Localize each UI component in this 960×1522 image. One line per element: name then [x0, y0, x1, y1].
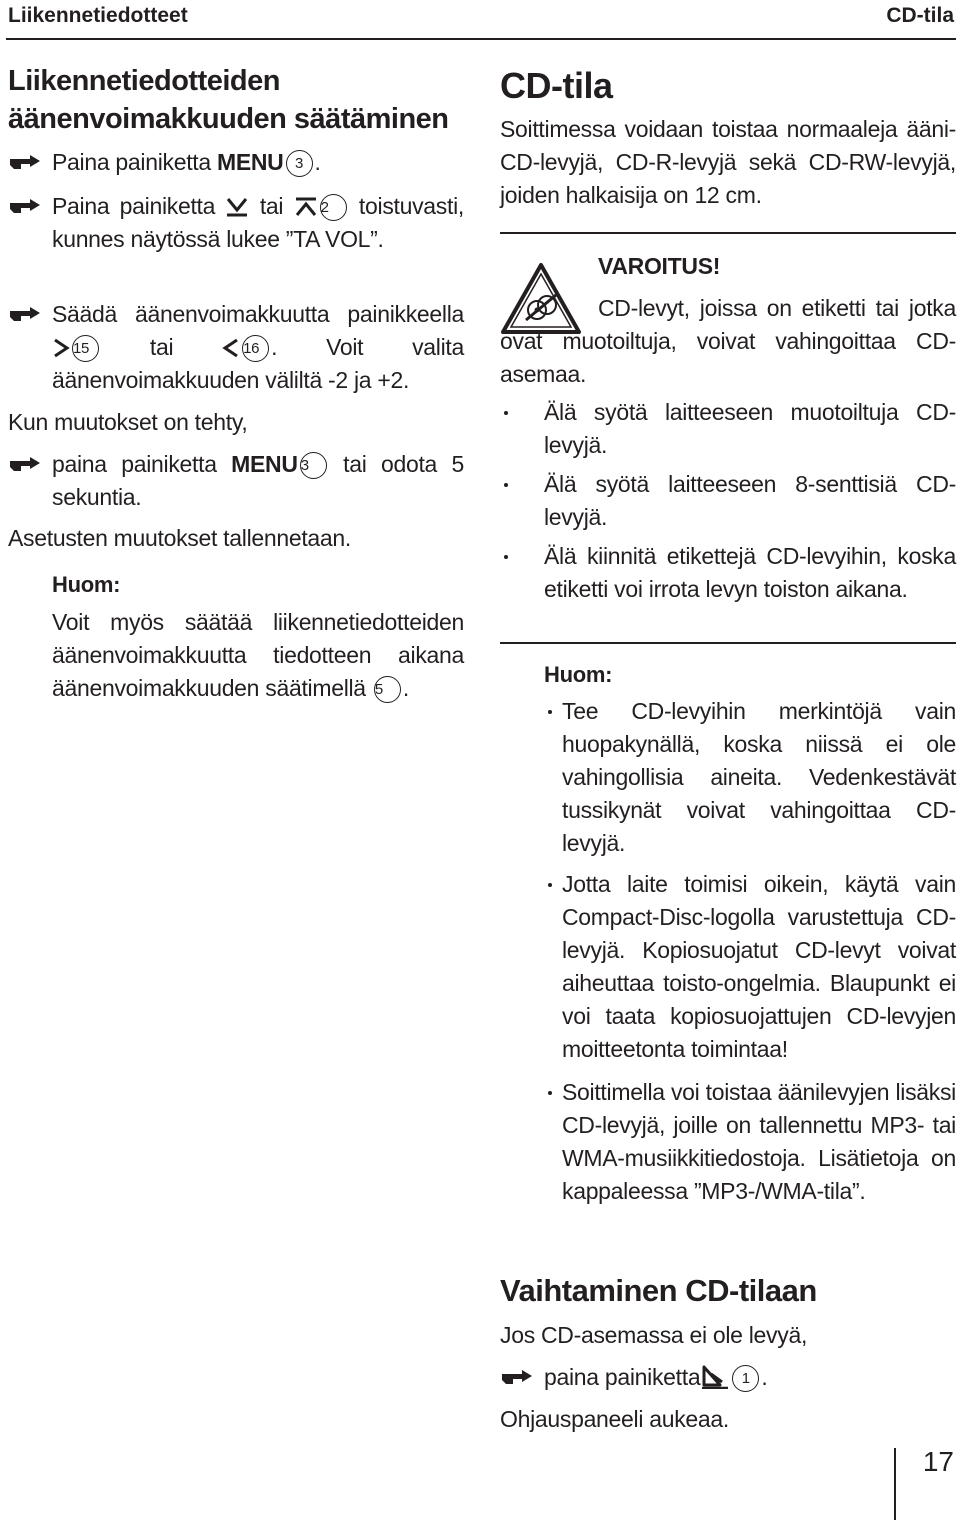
bullet-text: Älä syötä laitteeseen 8-senttisiä CD-levyjä. — [544, 471, 956, 530]
note-item — [544, 695, 956, 861]
warning-text: CD-levyt, joissa on etiketti tai jotka ovat muotoiltuja, voivat vahingoittaa CD-asemaa. — [500, 295, 956, 387]
callout-number: 5 — [374, 676, 401, 703]
arrow-down-icon — [225, 196, 249, 218]
bullet-text: Älä syötä laitteeseen muotoiltuja CD-levyjä. — [544, 399, 956, 458]
bullet-dot — [504, 411, 508, 415]
step-text: Paina painiketta — [52, 149, 217, 175]
step-press-menu — [8, 146, 464, 180]
step-adjust-volume — [8, 298, 464, 398]
arrow-up-icon — [294, 196, 318, 218]
chevron-right-icon — [52, 337, 70, 359]
running-header-left: Liikennetiedotteet — [8, 4, 188, 27]
note-item-text: Jotta laite toimisi oikein, käytä vain Compact-Disc-logolla varustettuja CD-levyjä. Kopiosuojatut CD-levyt voivat aiheuttaa toisto-ongelmia. Blaupunkt ei voi taata kopiosuojattujen CD-levyjen moitteetonta toimintaa! — [562, 871, 956, 1062]
step-text: paina painiketta — [544, 1364, 701, 1390]
warning-bullet — [500, 396, 956, 464]
switch-result: Ohjauspaneeli aukeaa. — [500, 1406, 729, 1432]
section-title-cd-mode: CD-tila — [500, 65, 613, 106]
callout-number: 15 — [72, 335, 99, 362]
warning-bullet — [500, 468, 956, 536]
warning-bullet — [500, 540, 956, 640]
bullet-dot — [548, 1091, 552, 1095]
pointing-hand-icon — [8, 454, 42, 476]
step-text-end: . — [314, 149, 321, 175]
running-header-right: CD-tila — [886, 4, 954, 27]
note-title: Huom: — [544, 662, 613, 687]
note-item — [544, 868, 956, 1068]
page-number-bar — [894, 1448, 896, 1520]
paragraph-after-changes: Kun muutokset on tehty, — [8, 409, 248, 435]
pointing-hand-icon — [8, 196, 42, 218]
callout-number: 2 — [320, 194, 347, 221]
note-item-text: Tee CD-levyihin merkintöjä vain huopakynällä, koska niissä ei ole vahingollisia aineita. Vedenkestävät tussikynät voivat vahingoittaa CD-levyjä. — [562, 698, 956, 856]
step-press-arrows — [8, 190, 464, 290]
note-title: Huom: — [52, 572, 121, 597]
note-item-text: Soittimella voi toistaa äänilevyjen lisäksi CD-levyjä, joille on tallennettu MP3- tai WMA-musiikkitiedostoja. Lisätietoja on kappaleessa ”MP3-/WMA-tila”. — [562, 1079, 956, 1204]
menu-key-label: MENU — [216, 149, 284, 175]
step-text-or: tai — [101, 334, 223, 360]
pointing-hand-icon — [8, 304, 42, 326]
step-text-end: toistuvasti, kunnes näytössä lukee ”TA VOL”. — [52, 193, 464, 252]
note-text — [52, 606, 464, 705]
step-text-end: . — [761, 1364, 768, 1390]
warning-rule-top — [500, 232, 956, 234]
chevron-left-icon — [222, 337, 240, 359]
paragraph-saved: Asetusten muutokset tallennetaan. — [8, 525, 351, 551]
step-text: paina painiketta — [52, 451, 232, 477]
step-text: Säädä äänenvoimakkuutta painikkeella — [52, 301, 464, 327]
section-heading-ta-volume — [8, 62, 478, 138]
switch-intro: Jos CD-asemassa ei ole levyä, — [500, 1322, 808, 1348]
bullet-text: Älä kiinnitä etikettejä CD-levyihin, koska etiketti voi irrota levyn toiston aikana. — [544, 543, 956, 602]
callout-number: 1 — [732, 1365, 759, 1392]
note-text-end: . — [402, 675, 409, 701]
heading-line-2: äänenvoimakkuuden säätäminen — [8, 103, 449, 135]
page-number: 17 — [922, 1446, 954, 1477]
note-block-left — [52, 568, 464, 705]
note-text-body: Voit myös säätää liikennetiedotteiden äänenvoimakkuutta tiedotteen aikana äänenvoimakkuuden säätimellä — [52, 609, 464, 701]
bullet-dot — [504, 483, 508, 487]
callout-number: 3 — [286, 150, 313, 177]
pointing-hand-icon — [500, 1367, 534, 1389]
pointing-hand-icon — [8, 152, 42, 174]
step-press-menu-save — [8, 448, 464, 516]
warning-rule-bottom — [500, 642, 956, 644]
callout-number: 16 — [242, 335, 269, 362]
step-press-eject — [500, 1361, 956, 1395]
step-text: Paina painiketta — [52, 193, 226, 219]
note-item — [544, 1076, 956, 1242]
step-text-end: tai odota 5 sekuntia. — [52, 451, 464, 510]
menu-key-label: MENU — [231, 451, 298, 477]
step-text-end: . Voit valita äänenvoimakkuuden väliltä -2 ja +2. — [52, 334, 464, 393]
callout-number: 3 — [300, 452, 327, 479]
paragraph-intro: Soittimessa voidaan toistaa normaaleja ääni-CD-levyjä, CD-R-levyjä sekä CD-RW-levyjä, joiden halkaisija on 12 cm. — [500, 116, 956, 208]
heading-line-1: Liikennetiedotteiden — [8, 65, 280, 97]
bullet-dot — [504, 555, 508, 559]
section-title-switch-cd: Vaihtaminen CD-tilaan — [500, 1273, 817, 1308]
bullet-dot — [548, 710, 552, 714]
eject-icon — [700, 1365, 730, 1389]
header-rule — [6, 38, 956, 40]
step-text-or: tai — [249, 193, 294, 219]
warning-title: VAROITUS! — [598, 253, 721, 279]
bullet-dot — [548, 883, 552, 887]
